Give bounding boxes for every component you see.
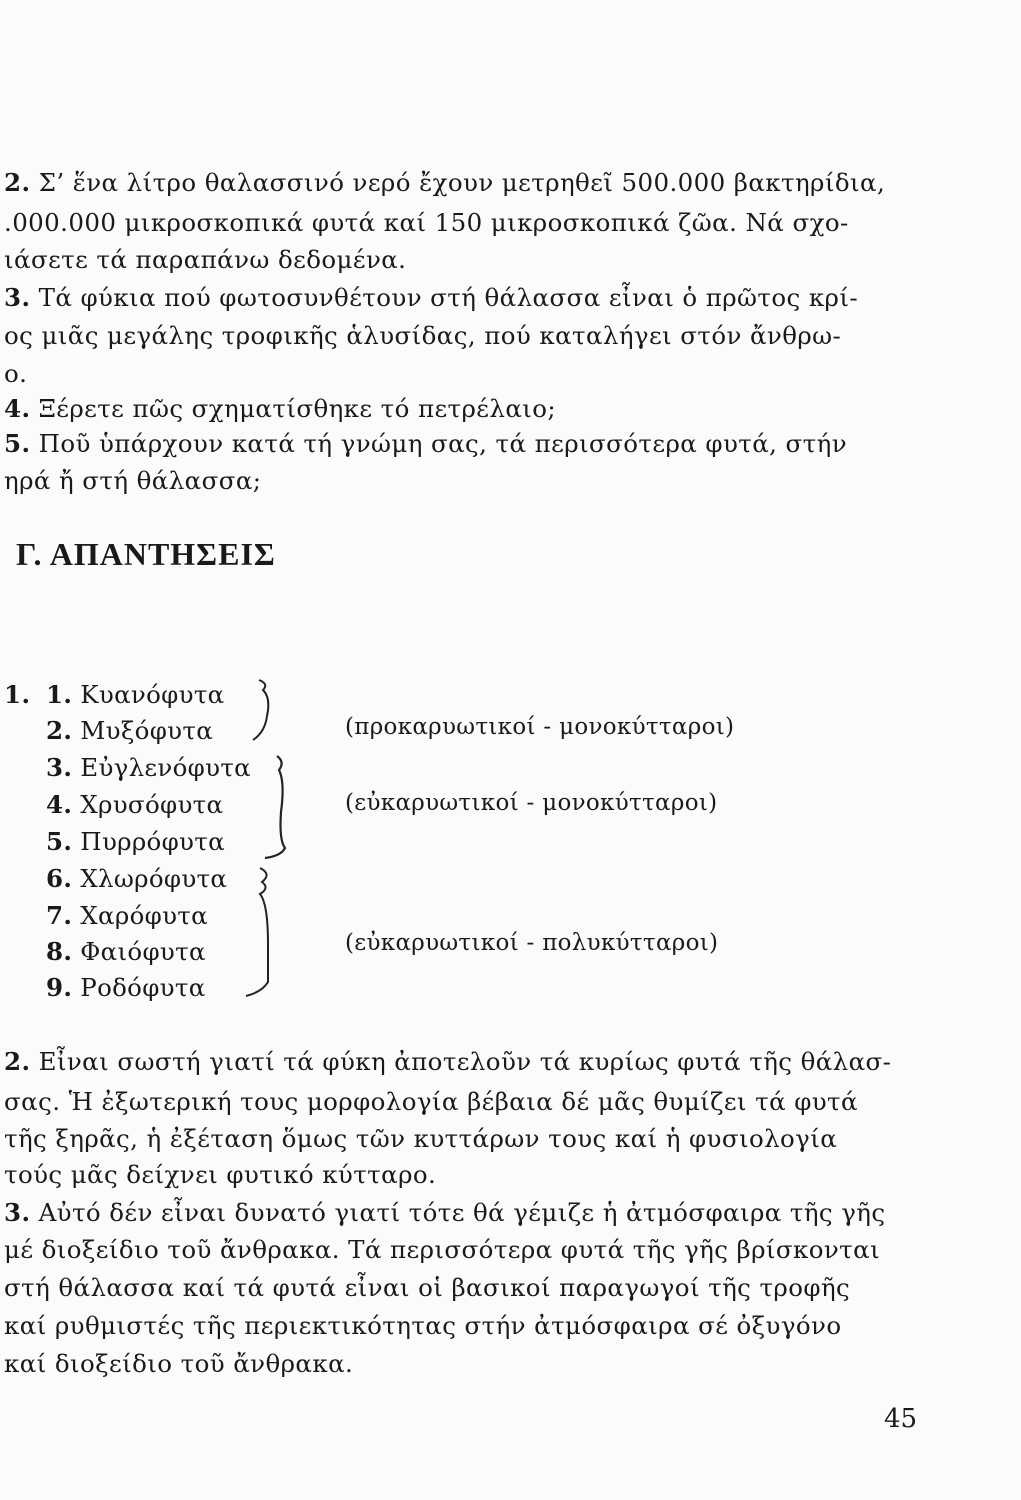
question-3-line-1: 3. Τά φύκια πού φωτοσυνθέτουν στή θάλασσα εἶναι ὁ πρῶτος κρί- bbox=[4, 283, 859, 312]
question-2-line-1: 2. Σ’ ἕνα λίτρο θαλασσινό νερό ἔχουν μετρηθεῖ 500.000 βακτηρίδια, bbox=[4, 168, 886, 197]
question-2-line-2: .000.000 μικροσκοπικά φυτά καί 150 μικροσκοπικά ζῶα. Νά σχο- bbox=[4, 208, 849, 237]
answer-3-line-4: καί ρυθμιστές τῆς περιεκτικότητας στήν ἀτμόσφαιρα σέ ὀξυγόνο bbox=[4, 1311, 842, 1340]
handwritten-brace-2 bbox=[255, 752, 295, 862]
question-5-line-1: 5. Ποῦ ὑπάρχουν κατά τή γνώμη σας, τά περισσότερα φυτά, στήν bbox=[4, 429, 847, 458]
answer-3-line-1: 3. Αὐτό δέν εἶναι δυνατό γιατί τότε θά γέμιζε ἡ ἀτμόσφαιρα τῆς γῆς bbox=[4, 1198, 886, 1227]
list-item: 2. Μυξόφυτα bbox=[46, 716, 214, 745]
group-label-eukaryotic-unicellular: (εὐκαρυωτικοί - μονοκύτταροι) bbox=[345, 790, 718, 816]
page-number: 45 bbox=[884, 1404, 918, 1434]
list-item: 4. Χρυσόφυτα bbox=[46, 790, 224, 819]
handwritten-brace-1 bbox=[245, 676, 285, 746]
list-item: 9. Ροδόφυτα bbox=[46, 973, 206, 1002]
section-heading: Γ. ΑΠΑΝΤΗΣΕΙΣ bbox=[16, 536, 276, 572]
list-item: 5. Πυρρόφυτα bbox=[46, 827, 225, 856]
answer-2-line-1: 2. Εἶναι σωστή γιατί τά φύκη ἀποτελοῦν τά κυρίως φυτά τῆς θάλασ- bbox=[4, 1047, 892, 1076]
answer-3-line-2: μέ διοξείδιο τοῦ ἄνθρακα. Τά περισσότερα φυτά τῆς γῆς βρίσκονται bbox=[4, 1235, 881, 1264]
group-label-eukaryotic-multicellular: (εὐκαρυωτικοί - πολυκύτταροι) bbox=[345, 930, 719, 956]
list-item: 6. Χλωρόφυτα bbox=[46, 864, 228, 893]
list-item: 8. Φαιόφυτα bbox=[46, 937, 206, 966]
answer-2-line-3: τῆς ξηρᾶς, ἡ ἐξέταση ὅμως τῶν κυττάρων τους καί ἡ φυσιολογία bbox=[4, 1124, 838, 1153]
list-item: 1. Κυανόφυτα bbox=[46, 680, 225, 709]
list-item: 3. Εὐγλενόφυτα bbox=[46, 753, 252, 782]
question-5-line-2: ηρά ἤ στή θάλασσα; bbox=[4, 466, 262, 495]
question-3-line-2: ος μιᾶς μεγάλης τροφικῆς ἁλυσίδας, πού καταλήγει στόν ἄνθρω- bbox=[4, 321, 842, 350]
answer-2-line-4: τούς μᾶς δείχνει φυτικό κύτταρο. bbox=[4, 1160, 437, 1189]
answer-1-number: 1. bbox=[4, 680, 31, 709]
question-3-line-3: ο. bbox=[4, 359, 28, 388]
answer-3-line-5: καί διοξείδιο τοῦ ἄνθρακα. bbox=[4, 1349, 354, 1378]
answer-2-line-2: σας. Ἡ ἐξωτερική τους μορφολογία βέβαια δέ μᾶς θυμίζει τά φυτά bbox=[4, 1087, 858, 1116]
group-label-prokaryotic-unicellular: (προκαρυωτικοί - μονοκύτταροι) bbox=[345, 714, 735, 740]
question-4-line-1: 4. Ξέρετε πῶς σχηματίσθηκε τό πετρέλαιο; bbox=[4, 394, 557, 423]
handwritten-brace-3 bbox=[240, 864, 290, 1004]
list-item: 7. Χαρόφυτα bbox=[46, 901, 208, 930]
answer-3-line-3: στή θάλασσα καί τά φυτά εἶναι οἱ βασικοί παραγωγοί τῆς τροφῆς bbox=[4, 1273, 851, 1302]
question-2-line-3: ιάσετε τά παραπάνω δεδομένα. bbox=[4, 245, 407, 274]
